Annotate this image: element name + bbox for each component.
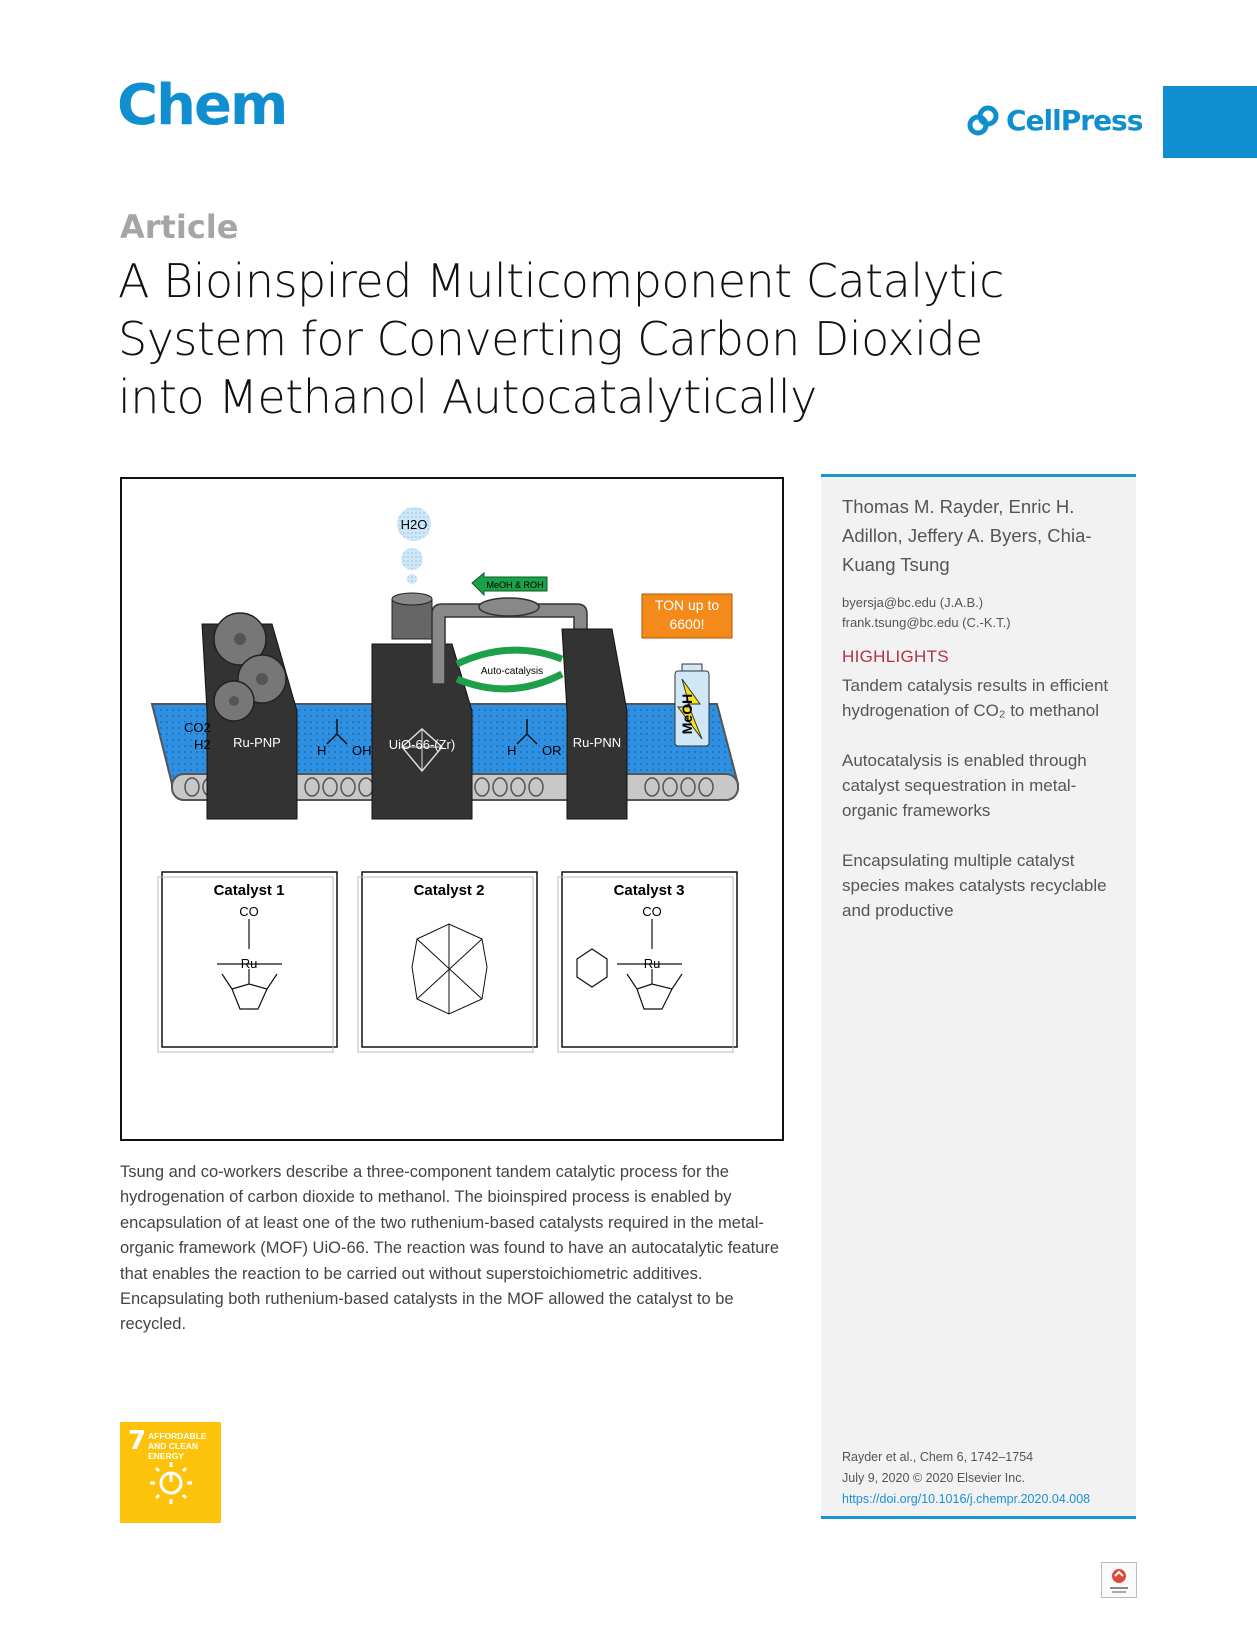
email-link[interactable]: frank.tsung@bc.edu (C.-K.T.) <box>842 615 1011 630</box>
abstract-text: Tsung and co-workers describe a three-component tandem catalytic process for the hydrogenation of carbon dioxide to methanol. The bioinspired process is enabled by encapsulation of at least one of the two ruthenium-based catalysts required in the metal-organic framework (MOF) UiO-66. The reaction was found to have an autocatalytic feature that enables the reaction to be carried out without superstoichiometric additives. Encapsulating both ruthenium-based catalysts in the MOF allowed the catalyst to be recycled. <box>120 1163 780 1334</box>
graphical-abstract-illustration <box>122 479 782 1139</box>
ester-h-label: H <box>507 743 517 758</box>
ru-pnn-label: Ru-PNN <box>572 735 622 750</box>
check-for-updates-button[interactable] <box>1101 1562 1137 1598</box>
catalyst-3-co: CO <box>642 904 662 919</box>
catalyst-box-2 <box>358 872 537 1052</box>
cellpress-icon <box>966 105 1000 137</box>
meoh-label: MeOH <box>679 693 695 735</box>
citation-text: Rayder et al., Chem 6, 1742–1754 <box>842 1450 1034 1464</box>
check-updates-icon <box>1102 1563 1136 1597</box>
sun-power-icon <box>148 1460 194 1506</box>
ru-pnp-label: Ru-PNP <box>233 735 281 750</box>
article-info-sidebar <box>821 474 1136 1519</box>
highlights-heading: HIGHLIGHTS <box>842 647 949 666</box>
publication-date: July 9, 2020 © 2020 Elsevier Inc. <box>842 1471 1025 1485</box>
email-link[interactable]: byersja@bc.edu (J.A.B.) <box>842 595 984 610</box>
meoh-roh-label: MeOH & ROH <box>486 580 544 590</box>
sdg-badge <box>120 1422 221 1523</box>
citation-block <box>842 1447 1090 1510</box>
article-title: A Bioinspired Multicomponent Catalytic System for Converting Carbon Dioxide into Methanol Autocatalytically <box>118 254 1004 424</box>
doi-link[interactable]: https://doi.org/10.1016/j.chempr.2020.04.008 <box>842 1492 1091 1506</box>
corner-accent-block <box>1163 86 1257 158</box>
catalyst-1-label: Catalyst 1 <box>213 882 285 899</box>
ton-label: TON up to 6600! <box>654 597 720 632</box>
graphical-abstract <box>120 477 784 1141</box>
publisher-logo <box>966 104 1142 137</box>
catalyst-1-ru: Ru <box>240 956 258 971</box>
uio-label: UiO-66-(Zr) <box>388 737 456 752</box>
ester-or-label: OR <box>542 743 562 758</box>
uio-66-station <box>372 593 472 819</box>
sdg-label: AFFORDABLE AND CLEAN ENERGY <box>148 1431 207 1461</box>
ru-pnn-station <box>562 629 627 819</box>
catalyst-2-label: Catalyst 2 <box>413 882 485 899</box>
co2-label: CO2 <box>184 720 211 735</box>
highlight-item: Tandem catalysis results in efficient hydrogenation of CO₂ to methanol <box>842 676 1109 720</box>
autocatalysis-label: Auto-catalysis <box>480 666 544 677</box>
h2o-label: H2O <box>400 517 428 532</box>
publisher-name: CellPress <box>1006 104 1143 137</box>
highlights-list <box>842 673 1127 948</box>
article-type-label: Article <box>120 208 239 246</box>
highlight-item: Encapsulating multiple catalyst species makes catalysts recyclable and productive <box>842 851 1107 920</box>
sdg-number: 7 <box>128 1426 147 1456</box>
catalyst-1-co: CO <box>239 904 259 919</box>
highlight-item: Autocatalysis is enabled through catalyst sequestration in metal-organic frameworks <box>842 751 1087 820</box>
catalyst-3-label: Catalyst 3 <box>613 882 685 899</box>
ru-pnp-station <box>202 613 297 819</box>
h2-label: H2 <box>194 737 211 752</box>
formic-oh-label: OH <box>352 743 372 758</box>
author-list: Thomas M. Rayder, Enric H. Adillon, Jeffery A. Byers, Chia-Kuang Tsung <box>842 496 1092 575</box>
contact-emails <box>842 593 1011 633</box>
journal-logo: Chem <box>117 73 287 138</box>
catalyst-3-ru: Ru <box>643 956 661 971</box>
formic-h-label: H <box>317 743 327 758</box>
